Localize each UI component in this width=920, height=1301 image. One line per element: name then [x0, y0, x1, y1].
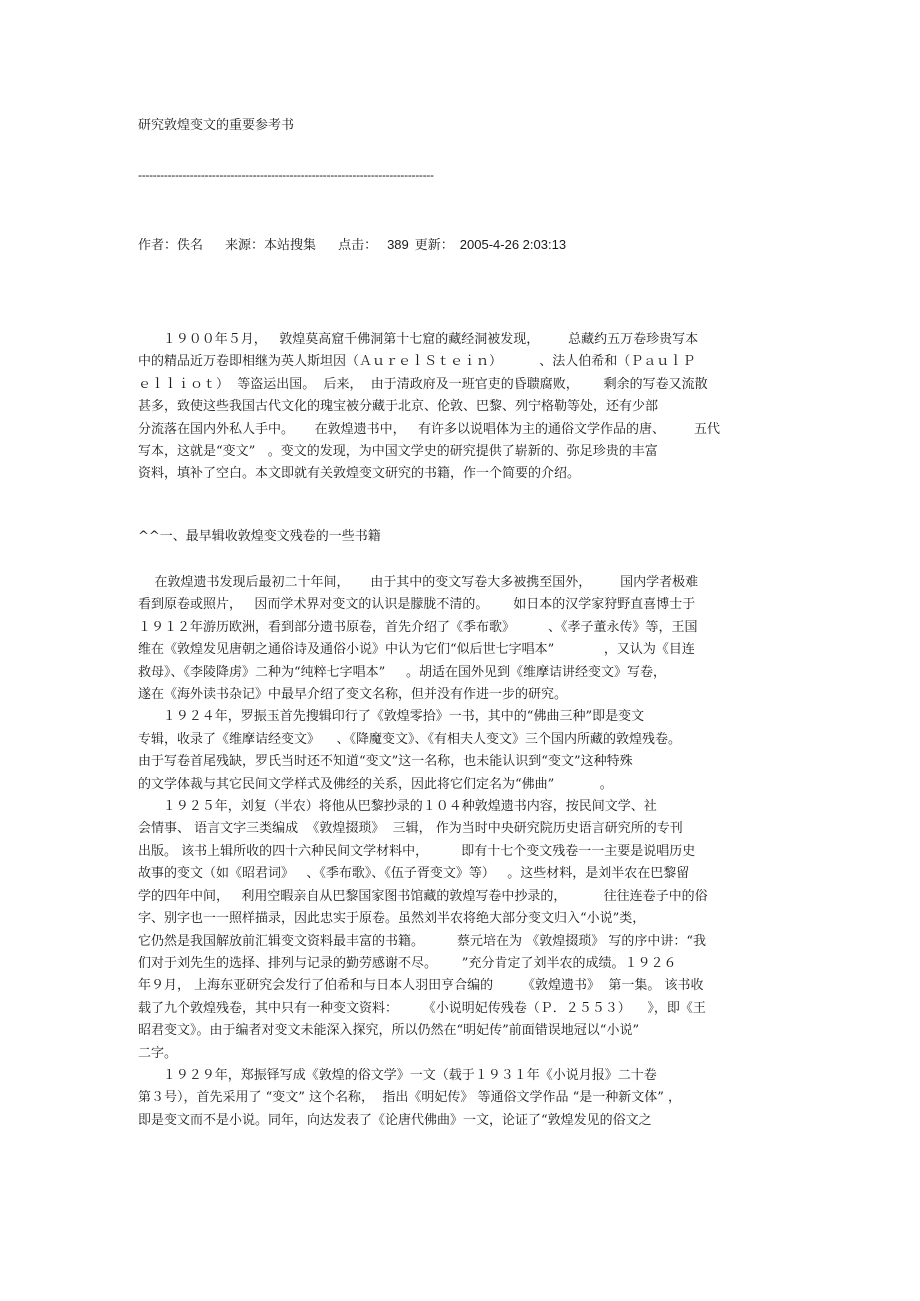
source-value: 本站搜集 — [264, 238, 317, 253]
paragraph-line: １９２５年，刘复（半农）将他从巴黎抄录的１０４种敦煌遗书内容，按民间文学、社 — [138, 799, 657, 815]
paragraph-line: 专辑，收录了《维摩诘经变文》 、《降魔变文》、《有相夫人变文》三个国内所藏的敦煌残卷。 — [138, 731, 682, 747]
source-label: 来源： — [225, 238, 265, 253]
paragraph-line: 甚多，致使这些我国古代文化的瑰宝被分藏于北京、伦敦、巴黎、列宁格勒等处，还有少部 — [138, 399, 659, 415]
paragraph-line: 看到原卷或照片， 因而学术界对变文的认识是朦胧不清的。 如日本的汉学家狩野直喜博士于 — [138, 597, 696, 613]
paragraph-line: １９１２年游历欧洲，看到部分遗书原卷，首先介绍了《季布歌》 、《孝子董永传》等，王国 — [138, 619, 698, 635]
paragraph-line: 载了九个敦煌残卷，其中只有一种变文资料： 《小说明妃传残卷（Ｐ．２５５３） 》，即《王 — [138, 1000, 706, 1016]
page-title: 研究敦煌变文的重要参考书 — [138, 118, 295, 133]
paragraph-line: 第３号），首先采用了 “变文” 这个名称， 指出《明妃传》 等通俗文学作品 “是一种新文体” ， — [138, 1090, 682, 1106]
author-value: 佚名 — [177, 238, 204, 253]
paragraph-line: 中的精品近万卷即相继为英人斯坦因（ＡｕｒｅｌＳｔｅｉｎ） 、法人伯希和（ＰａｕｌＰ — [138, 354, 696, 370]
updated-value: 2005-4-26 2:03:13 — [459, 237, 567, 252]
paragraph-line: 维在《敦煌发见唐朝之通俗诗及通俗小说》中认为它们“似后世七字唱本” ，又认为《目连 — [138, 642, 695, 658]
paragraph-line: 即是变文而不是小说。同年，向达发表了《论唐代佛曲》一文，论证了“敦煌发见的俗文之 — [138, 1112, 652, 1128]
paragraph-line: 分流落在国内外私人手中。 在敦煌遗书中， 有许多以说唱体为主的通俗文学作品的唐、 五代 — [138, 421, 720, 437]
paragraph-line: 救母》、《李陵降虏》二种为“纯粹七字唱本” 。胡适在国外见到《维摩诘讲经变文》写卷， — [138, 664, 666, 680]
paragraph-line: 它仍然是我国解放前汇辑变文资料最丰富的书籍。 蔡元培在为 《敦煌掇琐》 写的序中讲：“我 — [138, 933, 706, 949]
paragraph-line: 字、别字也一一照样描录，因此忠实于原卷。虽然刘半农将绝大部分变文归入“小说”类， — [138, 911, 646, 927]
paragraph-line: 写本，这就是“变文” 。变文的发现，为中国文学史的研究提供了崭新的、弥足珍贵的丰富 — [138, 444, 658, 460]
separator-line: -------------------------------------------------------------------------------- — [138, 168, 434, 182]
paragraph-line: 在敦煌遗书发现后最初二十年间， 由于其中的变文写卷大多被携至国外， 国内学者极难 — [138, 575, 699, 590]
paragraph-line: １９２４年，罗振玉首先搜辑印行了《敦煌零拾》一书，其中的“佛曲三种”即是变文 — [138, 709, 645, 725]
paragraph-line: 遂在《海外读书杂记》中最早介绍了变文名称，但并没有作进一步的研究。 — [138, 687, 568, 703]
paragraph-line: １９２９年，郑振铎写成《敦煌的俗文学》一文（载于１９３１年《小说月报》二十卷 — [138, 1067, 657, 1083]
paragraph-line: 年９月， 上海东亚研究会发行了伯希和与日本人羽田亨合编的 《敦煌遗书》 第一集。 该书收 — [138, 978, 704, 994]
paragraph-line: １９００年５月， 敦煌莫高窟千佛洞第十七窟的藏经洞被发现， 总藏约五万卷珍贵写本 — [138, 332, 699, 347]
paragraph-line: 出版。 该书上辑所收的四十六种民间文学材料中， 即有十七个变文残卷一一主要是说唱历史 — [138, 843, 696, 859]
paragraph-line: 二字。 — [138, 1045, 178, 1061]
clicks-value: 389 — [387, 237, 409, 252]
updated-label: 更新： — [414, 238, 454, 253]
paragraph-line: 由于写卷首尾残缺，罗氏当时还不知道“变文”这一名称，也未能认识到“变文”这种特殊 — [138, 754, 633, 770]
intro-paragraph — [138, 329, 788, 486]
clicks-label: 点击： — [338, 238, 378, 253]
paragraph-line: 资料，填补了空白。本文即就有关敦煌变文研究的书籍，作一个简要的介绍。 — [138, 466, 581, 482]
paragraph-line: ｅｌｌｉｏｔ） 等盗运出国。 后来， 由于清政府及一班官吏的昏聩腐败， 剩余的写卷又流散 — [138, 376, 708, 392]
author-label: 作者： — [138, 238, 178, 253]
paragraph-line: 的文学体裁与其它民间文学样式及佛经的关系，因此将它们定名为“佛曲” 。 — [138, 776, 613, 792]
paragraph-line: 学的四年中间， 利用空暇亲自从巴黎国家图书馆藏的敦煌写卷中抄录的， 往往连卷子中的俗 — [138, 888, 708, 904]
section-body — [138, 572, 788, 1132]
paragraph-line: 们对于刘先生的选择、排列与记录的勤劳感谢不尽。 ”充分肯定了刘半农的成绩。１９２６ — [138, 955, 677, 971]
paragraph-line: 故事的变文（如《昭君词》 、《季布歌》、《伍子胥变文》等） 。这些材料，是刘半农在巴黎留 — [138, 866, 690, 882]
section-heading: ^^一、最早辑收敦煌变文残卷的一些书籍 — [138, 529, 381, 544]
paragraph-line: 昭君变文》。由于编者对变文未能深入探究，所以仍然在“明妃传”前面错误地冠以“小说” — [138, 1023, 640, 1039]
article-meta — [138, 236, 566, 255]
paragraph-line: 会情事、 语言文字三类编成 《敦煌掇琐》 三辑， 作为当时中央研究院历史语言研究所的专刊 — [138, 821, 683, 837]
